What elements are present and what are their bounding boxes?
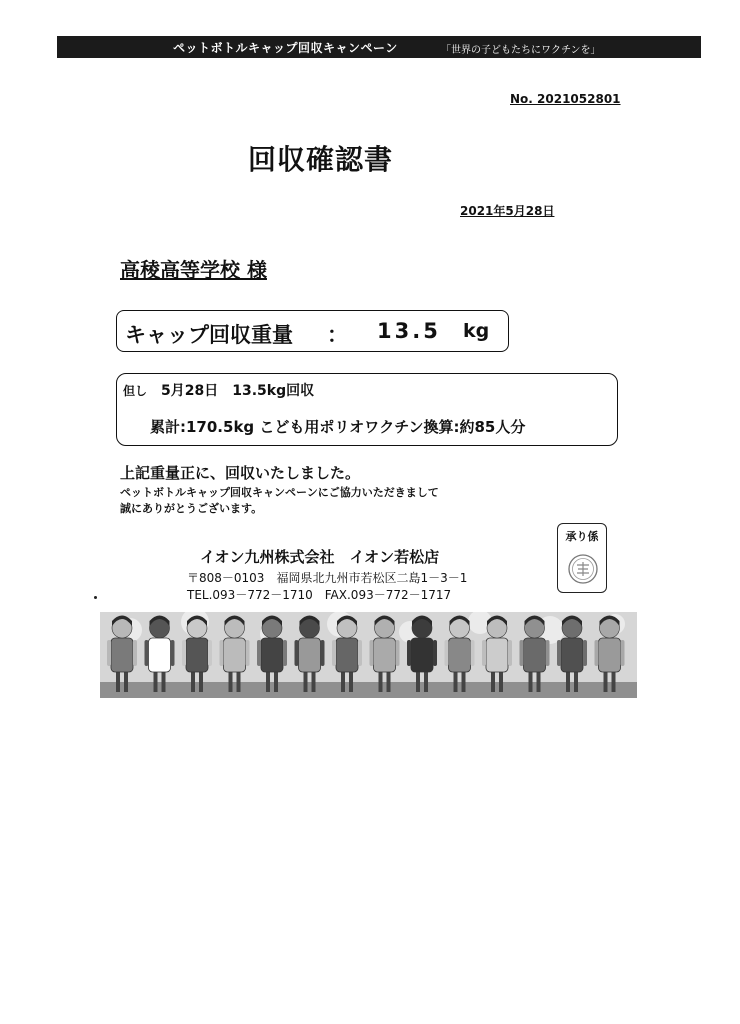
weight-value: 13.5 — [377, 319, 441, 343]
seal-stamp-icon — [566, 552, 600, 586]
note-cumulative: 累計:170.5kg こども用ポリオワクチン換算:約85人分 — [150, 418, 526, 436]
note-detail: 5月28日 13.5kg回収 — [161, 383, 315, 399]
recipient-name: 高稜高等学校 様 — [120, 258, 267, 282]
issue-date: 2021年5月28日 — [460, 204, 555, 218]
note-prefix: 但し — [123, 384, 148, 398]
thanks-text — [120, 485, 439, 517]
stamp-header: 承り係 — [565, 530, 599, 543]
receipt-stamp-box — [557, 523, 607, 593]
thanks-line: 誠にありがとうございます。 — [120, 502, 263, 515]
stray-mark — [94, 596, 97, 599]
weight-box — [116, 310, 509, 352]
campaign-banner — [57, 36, 701, 58]
document-number: No. 2021052801 — [510, 92, 621, 106]
issuer-address: 〒808－0103 福岡県北九州市若松区二島1－3－1 — [187, 571, 468, 585]
page-title: 回収確認書 — [248, 143, 394, 176]
issuer-phone: TEL.093－772－1710 FAX.093－772－1717 — [187, 588, 452, 602]
thanks-line: ペットボトルキャップ回収キャンペーンにご協力いただきまして — [120, 486, 439, 499]
banner-slogan: 「世界の子どもたちにワクチンを」 — [441, 45, 601, 56]
banner-campaign-title: ペットボトルキャップ回収キャンペーン — [173, 41, 398, 55]
weight-label: キャップ回収重量 — [125, 323, 293, 347]
note-box — [116, 373, 618, 446]
children-illustration — [100, 612, 637, 698]
weight-colon: ： — [327, 323, 348, 347]
confirmation-text: 上記重量正に、回収いたしました。 — [120, 464, 361, 482]
weight-unit: kg — [463, 320, 490, 342]
issuer-name: イオン九州株式会社 イオン若松店 — [200, 548, 440, 566]
